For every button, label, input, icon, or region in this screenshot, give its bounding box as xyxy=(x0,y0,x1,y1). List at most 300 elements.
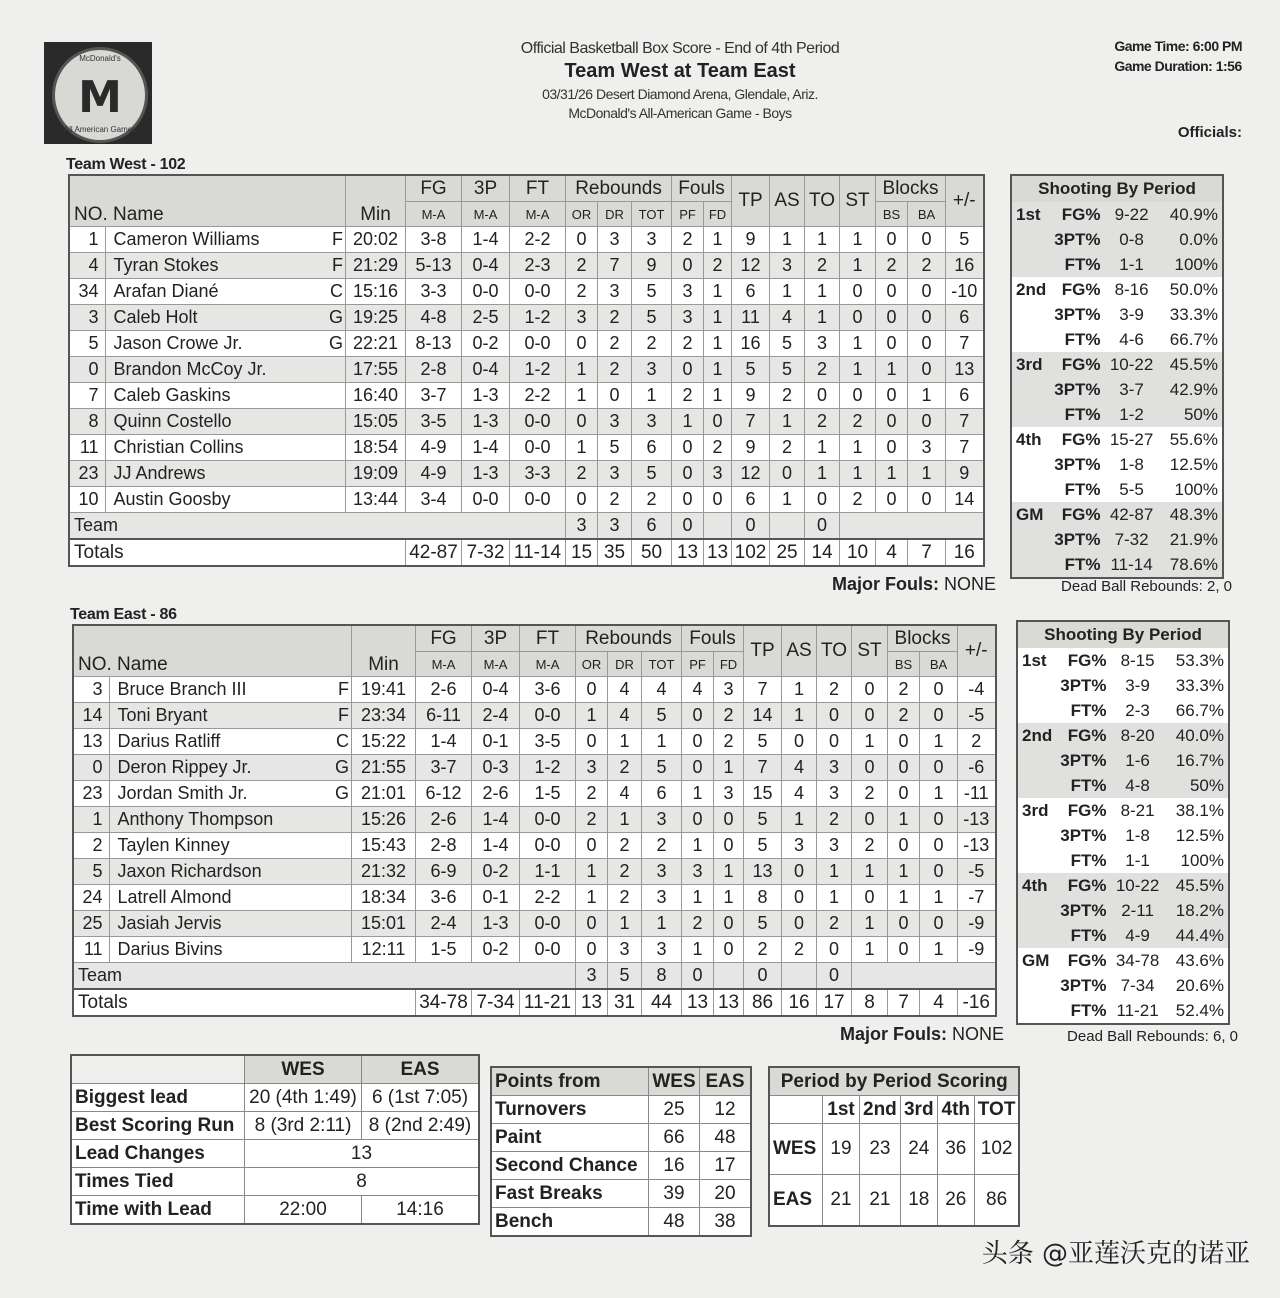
player-name: Latrell Almond xyxy=(109,885,335,911)
sbp-row xyxy=(1011,277,1223,302)
sbp-stat: 3PT% xyxy=(1050,227,1104,252)
player-st: 1 xyxy=(840,357,876,383)
officials-label: Officials: xyxy=(1177,124,1242,141)
player-ft: 0-0 xyxy=(520,937,576,963)
col-to: TO xyxy=(805,175,840,227)
mcdonalds-logo xyxy=(44,42,152,144)
summary-value: 13 xyxy=(245,1140,480,1168)
player-ft: 3-6 xyxy=(520,677,576,703)
sbp-row xyxy=(1017,898,1229,923)
player-min: 15:01 xyxy=(352,911,416,937)
player-p3: 1-3 xyxy=(462,383,510,409)
sbp-stat: 3PT% xyxy=(1060,975,1107,995)
totals-st: 8 xyxy=(852,989,888,1016)
team-as xyxy=(782,963,817,990)
player-tp: 14 xyxy=(744,703,782,729)
player-position xyxy=(329,461,346,487)
player-to: 1 xyxy=(805,461,840,487)
player-fg: 5-13 xyxy=(406,253,462,279)
player-ba: 1 xyxy=(908,383,946,409)
sbp-made-attempted: 10-22 xyxy=(1111,873,1165,898)
player-tp: 11 xyxy=(732,305,770,331)
player-tot: 5 xyxy=(632,279,672,305)
col-dr: DR xyxy=(598,202,632,227)
player-dr: 3 xyxy=(608,937,642,963)
sbp-row xyxy=(1017,673,1229,698)
player-pf: 1 xyxy=(682,833,714,859)
sbp-row xyxy=(1017,798,1229,823)
player-tot: 5 xyxy=(632,305,672,331)
player-fg: 4-9 xyxy=(406,461,462,487)
sbp-row xyxy=(1017,973,1229,998)
player-position xyxy=(329,409,346,435)
player-row xyxy=(69,227,984,253)
totals-fd: 13 xyxy=(704,539,732,566)
summary-header xyxy=(71,1055,479,1084)
player-bs: 1 xyxy=(888,859,920,885)
team-or: 3 xyxy=(566,513,598,540)
sbp-stat: 3PT% xyxy=(1056,898,1110,923)
points-from-wes: 25 xyxy=(649,1096,700,1124)
player-bs: 0 xyxy=(876,409,908,435)
col-fg: FG xyxy=(406,175,462,202)
period-col: TOT xyxy=(974,1096,1019,1124)
totals-st: 10 xyxy=(840,539,876,566)
col-bs: BS xyxy=(876,202,908,227)
player-as: 0 xyxy=(782,911,817,937)
col-tot: TOT xyxy=(642,652,682,677)
player-ba: 1 xyxy=(908,461,946,487)
player-row xyxy=(73,729,996,755)
player-p3: 0-1 xyxy=(472,729,520,755)
player-as: 2 xyxy=(770,435,805,461)
player-pf: 0 xyxy=(682,729,714,755)
player-fd: 1 xyxy=(704,279,732,305)
sbp-stat: FT% xyxy=(1070,1000,1107,1020)
player-to: 3 xyxy=(817,781,852,807)
player-number: 5 xyxy=(73,859,109,885)
sbp-row xyxy=(1011,202,1223,227)
player-as: 3 xyxy=(782,833,817,859)
player-tot: 3 xyxy=(642,807,682,833)
game-duration: Game Duration: 1:56 xyxy=(1114,58,1242,74)
player-bs: 0 xyxy=(888,937,920,963)
totals-tp: 102 xyxy=(732,539,770,566)
totals-fg: 34-78 xyxy=(416,989,472,1016)
player-pf: 0 xyxy=(682,807,714,833)
period-value: 36 xyxy=(937,1124,974,1175)
west-shooting-by-period xyxy=(1010,174,1224,579)
player-pf: 0 xyxy=(682,703,714,729)
player-ba: 0 xyxy=(920,677,958,703)
sbp-row xyxy=(1017,723,1229,748)
player-fg: 1-5 xyxy=(416,937,472,963)
player-tp: 6 xyxy=(732,487,770,513)
sbp-row xyxy=(1017,873,1229,898)
sbp-made-attempted: 11-21 xyxy=(1116,1000,1159,1020)
sbp-stat: FG% xyxy=(1067,650,1107,670)
player-p3: 2-4 xyxy=(472,703,520,729)
sbp-stat: FG% xyxy=(1050,502,1104,527)
player-ft: 1-2 xyxy=(510,305,566,331)
player-fg: 3-7 xyxy=(406,383,462,409)
player-as: 4 xyxy=(770,305,805,331)
east-major-fouls xyxy=(706,1024,1004,1045)
player-to: 1 xyxy=(817,885,852,911)
player-dr: 2 xyxy=(598,487,632,513)
player-row xyxy=(69,253,984,279)
sbp-period xyxy=(1017,773,1056,798)
player-number: 11 xyxy=(73,937,109,963)
points-from-row xyxy=(491,1152,751,1180)
player-min: 12:11 xyxy=(352,937,416,963)
sbp-made-attempted: 1-2 xyxy=(1105,402,1159,427)
sbp-period xyxy=(1011,377,1050,402)
player-name: Quinn Costello xyxy=(105,409,329,435)
player-or: 0 xyxy=(566,331,598,357)
player-as: 1 xyxy=(770,409,805,435)
player-pm: 14 xyxy=(946,487,984,513)
sbp-percent: 66.7% xyxy=(1175,700,1224,720)
player-row xyxy=(73,859,996,885)
player-ba: 0 xyxy=(920,807,958,833)
col-as: AS xyxy=(770,175,805,227)
player-min: 15:16 xyxy=(346,279,406,305)
player-ft: 0-0 xyxy=(520,703,576,729)
player-ba: 0 xyxy=(920,755,958,781)
sbp-made-attempted: 4-8 xyxy=(1111,773,1165,798)
sbp-percent: 21.9% xyxy=(1159,527,1223,552)
sbp-period: GM xyxy=(1011,502,1050,527)
box-header xyxy=(73,625,996,677)
player-p3: 1-4 xyxy=(472,833,520,859)
summary-label: Best Scoring Run xyxy=(71,1112,245,1140)
player-row xyxy=(69,331,984,357)
team-row xyxy=(73,963,996,990)
col-rebounds: Rebounds xyxy=(576,625,682,652)
player-position xyxy=(329,487,346,513)
team-to: 0 xyxy=(805,513,840,540)
player-fd: 1 xyxy=(704,305,732,331)
points-from xyxy=(490,1066,752,1237)
col-or: OR xyxy=(566,202,598,227)
player-min: 19:25 xyxy=(346,305,406,331)
player-ba: 0 xyxy=(908,227,946,253)
logo-ring xyxy=(52,47,148,143)
col-as: AS xyxy=(782,625,817,677)
player-to: 3 xyxy=(817,755,852,781)
totals-fg: 42-87 xyxy=(406,539,462,566)
player-or: 2 xyxy=(576,781,608,807)
col-to: TO xyxy=(817,625,852,677)
player-min: 18:54 xyxy=(346,435,406,461)
col-no-name: NO. Name xyxy=(73,625,352,677)
points-from-label: Bench xyxy=(491,1208,649,1237)
player-p3: 0-2 xyxy=(472,937,520,963)
period-col: 1st xyxy=(823,1096,860,1124)
player-min: 21:32 xyxy=(352,859,416,885)
player-tot: 1 xyxy=(642,911,682,937)
period-col: 3rd xyxy=(900,1096,937,1124)
team-fd xyxy=(704,513,732,540)
player-to: 0 xyxy=(805,383,840,409)
sbp-percent: 52.4% xyxy=(1175,1000,1224,1020)
col-st: ST xyxy=(852,625,888,677)
player-position xyxy=(335,833,352,859)
player-pf: 0 xyxy=(672,487,704,513)
player-p3: 0-3 xyxy=(472,755,520,781)
player-dr: 2 xyxy=(598,331,632,357)
player-min: 23:34 xyxy=(352,703,416,729)
player-tp: 15 xyxy=(744,781,782,807)
player-ft: 0-0 xyxy=(510,409,566,435)
player-bs: 0 xyxy=(876,435,908,461)
player-pm: -13 xyxy=(958,807,996,833)
player-pf: 1 xyxy=(682,885,714,911)
points-from-row xyxy=(491,1208,751,1237)
sbp-stat: FG% xyxy=(1067,950,1107,970)
sbp-stat: FG% xyxy=(1050,352,1104,377)
summary-row xyxy=(71,1140,479,1168)
sbp-percent: 53.3% xyxy=(1175,650,1224,670)
player-row xyxy=(69,487,984,513)
player-fg: 6-11 xyxy=(416,703,472,729)
player-name: Toni Bryant xyxy=(109,703,335,729)
sbp-row xyxy=(1017,948,1229,973)
sbp-row xyxy=(1017,648,1229,673)
player-tp: 5 xyxy=(744,729,782,755)
team-tot: 6 xyxy=(632,513,672,540)
sbp-row xyxy=(1017,998,1229,1024)
sbp-percent: 33.3% xyxy=(1169,304,1218,324)
period-value: 21 xyxy=(860,1175,901,1227)
sbp-made-attempted: 10-22 xyxy=(1105,352,1159,377)
player-fg: 3-6 xyxy=(416,885,472,911)
player-pm: -13 xyxy=(958,833,996,859)
sbp-row xyxy=(1011,452,1223,477)
sbp-percent: 50% xyxy=(1159,402,1223,427)
player-or: 0 xyxy=(576,677,608,703)
player-fd: 0 xyxy=(704,487,732,513)
player-or: 2 xyxy=(566,279,598,305)
team-dr: 3 xyxy=(598,513,632,540)
player-to: 1 xyxy=(805,227,840,253)
col-bs: BS xyxy=(888,652,920,677)
player-st: 2 xyxy=(840,487,876,513)
west-dead-ball: Dead Ball Rebounds: 2, 0 xyxy=(1061,578,1232,595)
player-bs: 0 xyxy=(876,331,908,357)
totals-row xyxy=(69,539,984,566)
summary-label: Biggest lead xyxy=(71,1084,245,1112)
player-or: 1 xyxy=(566,357,598,383)
player-pf: 3 xyxy=(672,305,704,331)
totals-tot: 44 xyxy=(642,989,682,1016)
player-fd: 2 xyxy=(704,435,732,461)
player-pf: 2 xyxy=(672,227,704,253)
sbp-row xyxy=(1011,352,1223,377)
team-or: 3 xyxy=(576,963,608,990)
sbp-title: Shooting By Period xyxy=(1017,621,1229,648)
player-tot: 5 xyxy=(642,703,682,729)
summary-label: Time with Lead xyxy=(71,1196,245,1225)
player-pf: 2 xyxy=(672,383,704,409)
player-pm: -9 xyxy=(958,937,996,963)
player-fg: 6-9 xyxy=(416,859,472,885)
sbp-percent: 100% xyxy=(1159,252,1223,277)
sbp-title-row xyxy=(1017,621,1229,648)
player-min: 20:02 xyxy=(346,227,406,253)
sbp-row xyxy=(1011,327,1223,352)
player-fd: 0 xyxy=(714,937,744,963)
player-p3: 0-2 xyxy=(462,331,510,357)
points-from-wes: 16 xyxy=(649,1152,700,1180)
player-or: 1 xyxy=(576,703,608,729)
team-row-label: Team xyxy=(73,963,576,990)
player-name: Cameron Williams xyxy=(105,227,329,253)
player-position xyxy=(329,357,346,383)
player-name: Darius Bivins xyxy=(109,937,335,963)
player-p3: 0-4 xyxy=(462,253,510,279)
east-box-score xyxy=(72,624,997,1017)
east-sbp-table xyxy=(1016,620,1230,1025)
sbp-percent: 66.7% xyxy=(1169,329,1218,349)
points-from-eas: 38 xyxy=(700,1208,752,1237)
player-name: Deron Rippey Jr. xyxy=(109,755,335,781)
player-min: 17:55 xyxy=(346,357,406,383)
player-p3: 1-3 xyxy=(462,461,510,487)
player-tp: 8 xyxy=(744,885,782,911)
player-or: 0 xyxy=(576,833,608,859)
player-number: 10 xyxy=(69,487,105,513)
sbp-made-attempted: 7-32 xyxy=(1105,527,1159,552)
west-team-label: Team West - 102 xyxy=(66,156,186,173)
sbp-percent: 45.5% xyxy=(1165,873,1229,898)
player-fg: 3-3 xyxy=(406,279,462,305)
col-ft: FT xyxy=(520,625,576,652)
player-dr: 2 xyxy=(598,305,632,331)
player-number: 3 xyxy=(73,677,109,703)
sbp-stat: FT% xyxy=(1070,850,1107,870)
player-fd: 1 xyxy=(704,331,732,357)
player-or: 0 xyxy=(566,487,598,513)
sbp-made-attempted: 3-9 xyxy=(1119,304,1144,324)
sbp-row xyxy=(1017,698,1229,723)
player-dr: 2 xyxy=(608,885,642,911)
player-st: 1 xyxy=(852,729,888,755)
player-tp: 7 xyxy=(744,677,782,703)
totals-row xyxy=(73,989,996,1016)
east-dead-ball: Dead Ball Rebounds: 6, 0 xyxy=(1067,1028,1238,1045)
player-min: 19:09 xyxy=(346,461,406,487)
sbp-row xyxy=(1011,527,1223,552)
sbp-row xyxy=(1011,227,1223,252)
player-to: 3 xyxy=(805,331,840,357)
player-dr: 4 xyxy=(608,677,642,703)
team-empty xyxy=(852,963,996,990)
player-ba: 0 xyxy=(920,833,958,859)
player-bs: 0 xyxy=(888,833,920,859)
player-tp: 2 xyxy=(744,937,782,963)
totals-to: 14 xyxy=(805,539,840,566)
sbp-period: 3rd xyxy=(1022,800,1049,820)
player-or: 3 xyxy=(566,305,598,331)
player-as: 4 xyxy=(782,781,817,807)
player-bs: 1 xyxy=(876,357,908,383)
player-or: 0 xyxy=(576,911,608,937)
sbp-percent: 0.0% xyxy=(1159,227,1223,252)
col-plus-minus: +/- xyxy=(946,175,984,227)
major-fouls-label: Major Fouls: xyxy=(839,1024,947,1044)
player-number: 14 xyxy=(73,703,109,729)
game-time: Game Time: 6:00 PM xyxy=(1114,38,1242,54)
player-pf: 4 xyxy=(682,677,714,703)
sbp-made-attempted: 34-78 xyxy=(1115,950,1160,970)
player-to: 1 xyxy=(805,305,840,331)
sbp-stat: 3PT% xyxy=(1050,377,1104,402)
player-bs: 1 xyxy=(888,885,920,911)
player-or: 2 xyxy=(566,253,598,279)
player-as: 0 xyxy=(782,859,817,885)
period-col: 4th xyxy=(937,1096,974,1124)
player-pm: -11 xyxy=(958,781,996,807)
player-st: 1 xyxy=(852,911,888,937)
sbp-made-attempted: 3-9 xyxy=(1125,675,1150,695)
sbp-period xyxy=(1017,823,1056,848)
sbp-period: 2nd xyxy=(1017,723,1056,748)
sbp-made-attempted: 1-8 xyxy=(1125,825,1150,845)
player-pf: 0 xyxy=(672,461,704,487)
player-st: 0 xyxy=(840,305,876,331)
player-position: G xyxy=(329,305,346,331)
player-as: 1 xyxy=(782,807,817,833)
summary-eas: 6 (1st 7:05) xyxy=(362,1084,480,1112)
sbp-stat: FG% xyxy=(1067,800,1107,820)
period-value: 19 xyxy=(823,1124,860,1175)
player-tot: 2 xyxy=(632,487,672,513)
sbp-period xyxy=(1017,898,1056,923)
sbp-stat: FT% xyxy=(1056,773,1110,798)
points-from-row xyxy=(491,1180,751,1208)
sbp-made-attempted: 42-87 xyxy=(1105,502,1159,527)
col-fg: FG xyxy=(416,625,472,652)
player-tot: 2 xyxy=(632,331,672,357)
col-plus-minus: +/- xyxy=(958,625,996,677)
player-tp: 7 xyxy=(744,755,782,781)
player-name: Tyran Stokes xyxy=(105,253,329,279)
col-blocks: Blocks xyxy=(888,625,958,652)
sbp-percent: 43.6% xyxy=(1175,950,1224,970)
sbp-percent: 50% xyxy=(1165,773,1229,798)
player-ft: 0-0 xyxy=(520,807,576,833)
player-pm: -4 xyxy=(958,677,996,703)
sbp-stat: FG% xyxy=(1050,202,1104,227)
player-tp: 9 xyxy=(732,435,770,461)
sbp-row xyxy=(1011,402,1223,427)
player-tot: 3 xyxy=(642,885,682,911)
player-pf: 2 xyxy=(672,331,704,357)
player-name: Caleb Holt xyxy=(105,305,329,331)
team-tp: 0 xyxy=(732,513,770,540)
sbp-made-attempted: 4-6 xyxy=(1119,329,1144,349)
sbp-percent: 45.5% xyxy=(1159,352,1223,377)
sbp-percent: 40.9% xyxy=(1159,202,1223,227)
summary-row xyxy=(71,1112,479,1140)
player-ft: 2-2 xyxy=(520,885,576,911)
sbp-row xyxy=(1017,773,1229,798)
period-value: 24 xyxy=(900,1124,937,1175)
player-tot: 1 xyxy=(632,383,672,409)
sbp-row xyxy=(1011,477,1223,502)
